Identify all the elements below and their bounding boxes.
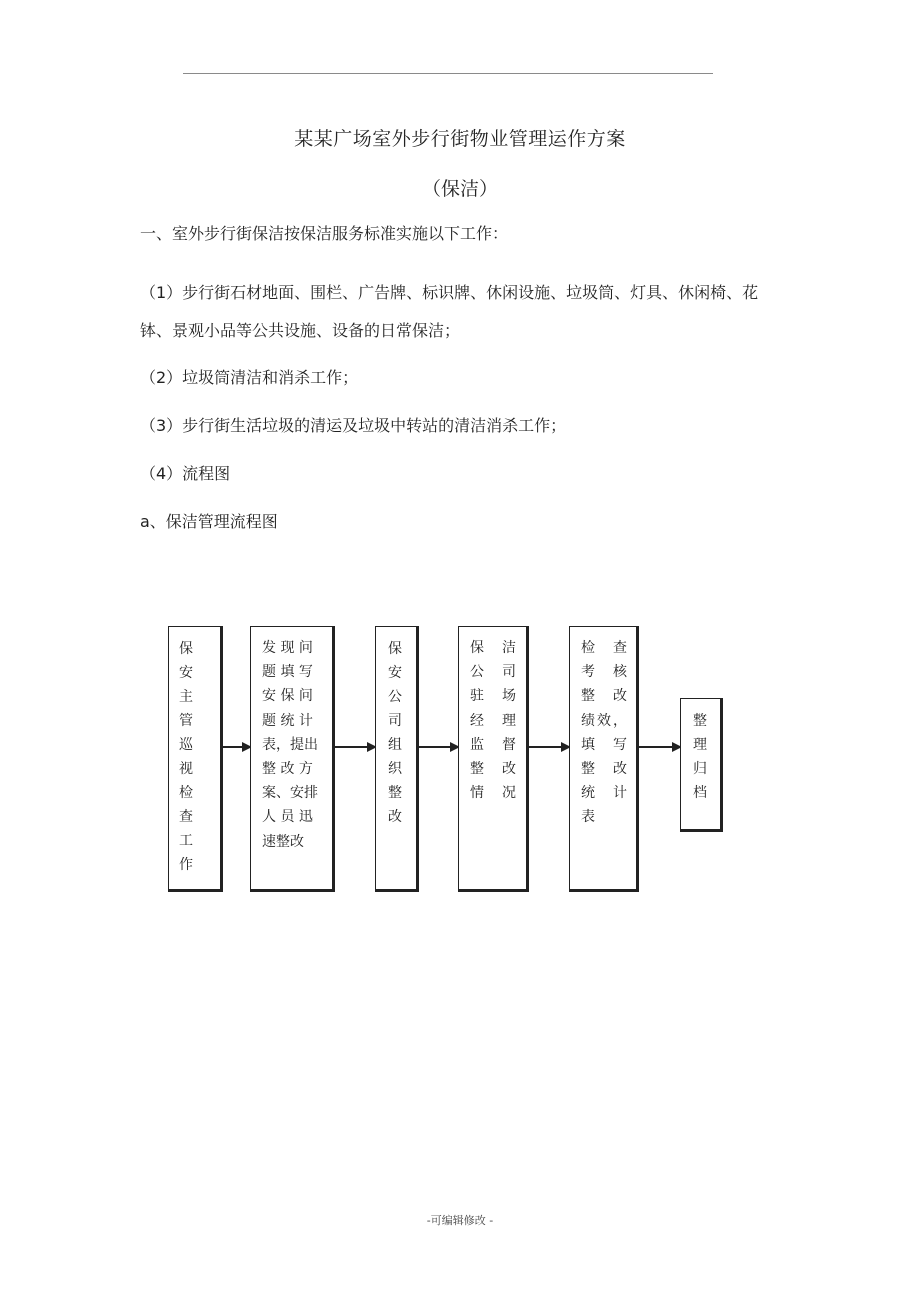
list-item-3: （3）步行街生活垃圾的清运及垃圾中转站的清洁消杀工作； — [140, 416, 567, 435]
flow-node-line: 发 现 问 — [262, 640, 313, 656]
flow-node-assess — [569, 626, 639, 892]
flow-node-line: 经 理 — [470, 712, 516, 729]
flow-node-line: 表 — [581, 809, 595, 826]
flow-node-char: 整 — [693, 713, 707, 729]
flow-node-patrol-text — [175, 637, 197, 877]
flow-node-line: 填 写 — [581, 736, 627, 753]
page-footer: -可编辑修改 - — [426, 1214, 494, 1227]
flow-node-line: 整 改 — [470, 760, 516, 777]
flow-node-line: 案、安排 — [262, 785, 318, 802]
flow-node-line: 绩效， — [581, 712, 627, 729]
flow-arrow-1 — [223, 746, 250, 748]
flow-node-line: 安 保 问 — [262, 688, 313, 705]
flow-caption: a、保洁管理流程图 — [140, 512, 278, 531]
flow-node-archive — [680, 698, 723, 832]
flow-arrow-2 — [335, 746, 375, 748]
section-heading: 一、室外步行街保洁按保洁服务标准实施以下工作： — [140, 224, 509, 243]
flow-node-line: 题 统 计 — [262, 712, 313, 729]
list-item-2: （2）垃圾筒清洁和消杀工作； — [140, 368, 359, 387]
list-item-4: （4）流程图 — [140, 464, 231, 483]
flow-node-report-text — [262, 636, 324, 854]
flow-node-char: 视 — [179, 761, 193, 777]
flow-node-line: 考 核 — [581, 664, 627, 681]
flow-node-char: 保 — [179, 641, 193, 657]
flow-node-char: 工 — [179, 833, 193, 849]
flow-node-line: 题 填 写 — [262, 664, 313, 681]
flow-node-line: 整 改 — [581, 688, 627, 705]
flow-node-char: 安 — [388, 665, 402, 681]
flow-node-line: 驻 场 — [470, 688, 516, 705]
flow-node-char: 管 — [179, 713, 193, 729]
flow-node-line: 检 查 — [581, 640, 627, 656]
flow-node-line: 表，提出 — [262, 736, 318, 753]
flow-node-char: 档 — [693, 785, 707, 801]
flow-node-line: 整 改 — [581, 760, 627, 777]
flow-node-char: 主 — [179, 689, 193, 705]
flow-node-report — [250, 626, 335, 892]
flow-node-line: 公 司 — [470, 664, 516, 681]
flow-node-char: 公 — [388, 689, 402, 705]
page-title: 某某广场室外步行街物业管理运作方案 — [294, 128, 626, 150]
flow-node-char: 理 — [693, 737, 707, 753]
flow-node-rectify — [375, 626, 419, 892]
flow-arrow-3 — [419, 746, 458, 748]
flow-node-char: 织 — [388, 761, 402, 777]
flow-node-rectify-text — [384, 637, 406, 829]
flow-node-line: 速整改 — [262, 833, 304, 850]
flow-node-char: 归 — [693, 761, 707, 777]
flow-node-char: 查 — [179, 809, 193, 825]
flow-node-archive-text — [689, 709, 711, 805]
flow-node-supervise — [458, 626, 529, 892]
list-item-1: （1）步行街石材地面、围栏、广告牌、标识牌、休闲设施、垃圾筒、灯具、休闲椅、花钵、景观小品等公共设施、设备的日常保洁； — [140, 283, 759, 340]
flow-node-line: 统 计 — [581, 785, 627, 802]
flow-arrow-5 — [639, 746, 680, 748]
flow-node-char: 组 — [388, 737, 402, 753]
flow-node-char: 检 — [179, 785, 193, 801]
flow-node-line: 人 员 迅 — [262, 809, 313, 826]
flow-node-line: 监 督 — [470, 736, 516, 753]
flow-node-line: 整 改 方 — [262, 760, 313, 777]
flow-node-line: 情况 — [470, 785, 516, 802]
flow-node-supervise-text — [470, 636, 516, 805]
flow-node-char: 安 — [179, 665, 193, 681]
flow-node-char: 保 — [388, 641, 402, 657]
flow-node-assess-text — [581, 636, 627, 830]
flow-node-char: 司 — [388, 713, 402, 729]
flow-node-patrol — [168, 626, 223, 892]
flow-node-char: 作 — [179, 857, 193, 873]
page-subtitle: （保洁） — [421, 178, 498, 200]
flow-node-char: 巡 — [179, 737, 193, 753]
flow-node-char: 整 — [388, 785, 402, 801]
flow-node-line: 保 洁 — [470, 640, 516, 656]
flow-arrow-4 — [529, 746, 569, 748]
flow-node-char: 改 — [388, 809, 402, 825]
